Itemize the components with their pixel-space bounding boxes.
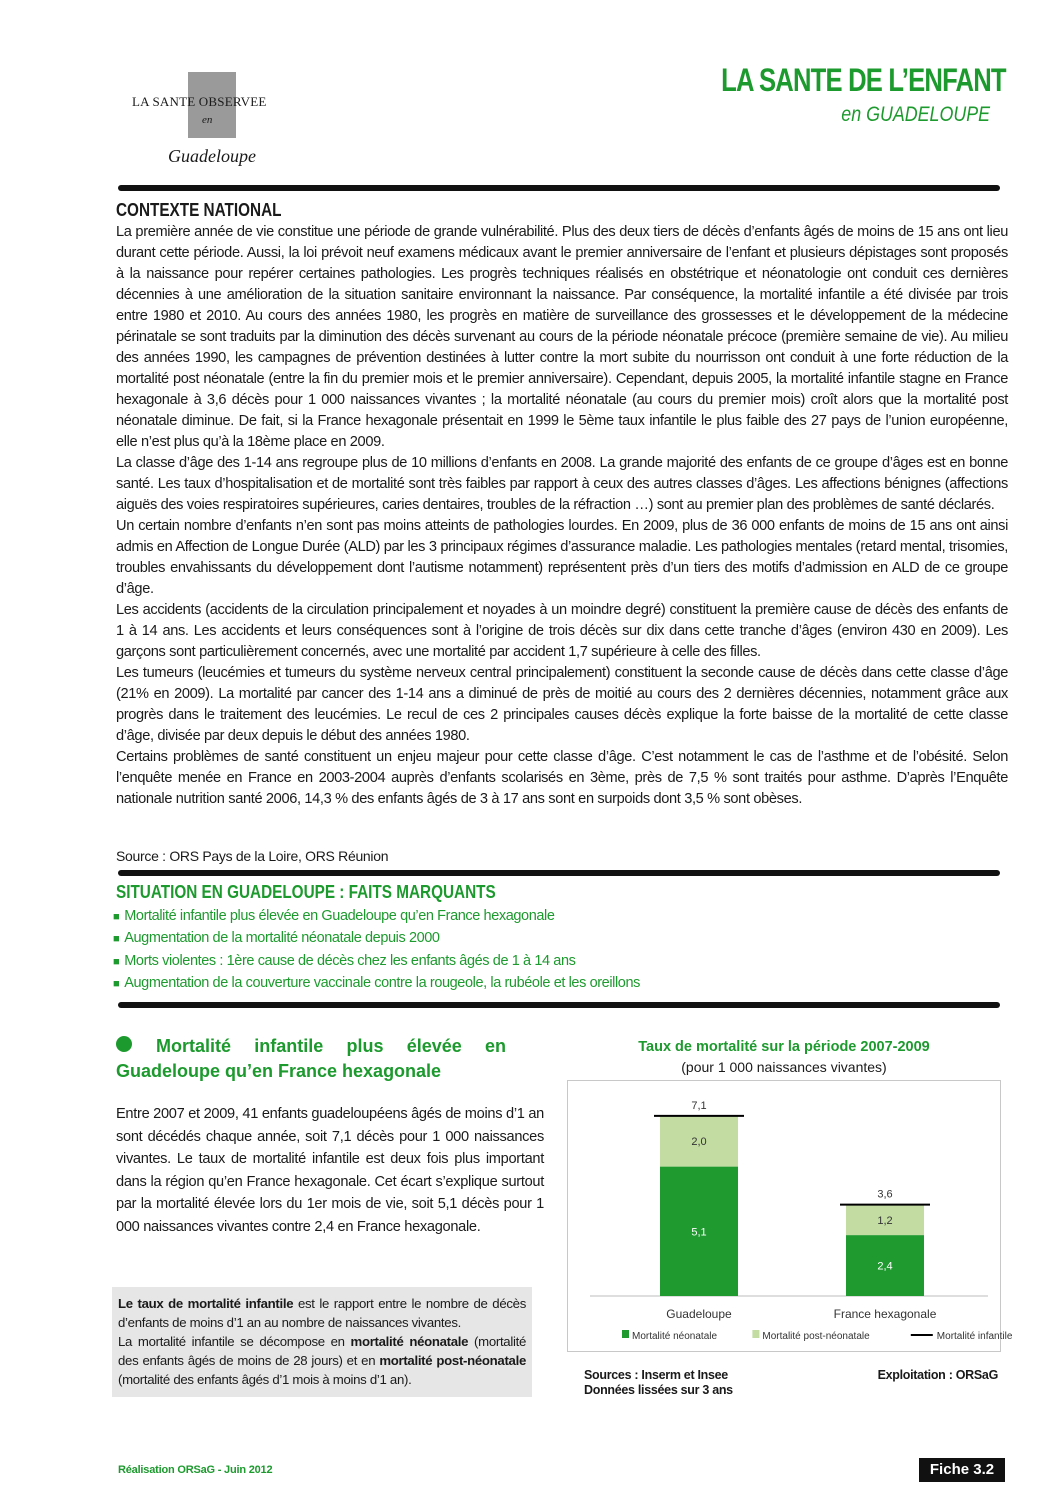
section1-heading xyxy=(116,1034,506,1084)
chart-sources xyxy=(584,1368,733,1398)
legend-label: Mortalité infantile xyxy=(936,1331,1013,1342)
logo-top-text: LA SANTE OBSERVEE xyxy=(132,94,267,109)
section1-heading-line1 xyxy=(116,1034,506,1059)
footer-credit: Réalisation ORSaG - Juin 2012 xyxy=(118,1464,273,1476)
total-value-label: 7,1 xyxy=(691,1099,707,1112)
definition-line1: Le taux de mortalité infantile est le rapport entre le nombre de décès d’enfants de moins d’1 an au nombre de naissances vivantes. xyxy=(118,1296,526,1330)
context-paragraph: Certains problèmes de santé constituent un enjeu majeur pour cette classe d’âge. C’est notamment le cas de l’asthme et de l’obésité. Selon l’enquête menée en France en 2003-2004 auprès d’enfants scolarisés en 3ème, près de 7,5 % sont traités pour asthme. D’après l’Enquête nationale nutrition santé 2006, 14,3 % des enfants âgés de 3 à 17 ans sont en surpoids dont 3,5 % sont obèses. xyxy=(116,749,1008,807)
section1-heading-word: en xyxy=(484,1036,506,1056)
divider-situation xyxy=(118,870,1000,876)
bar-value-label: 5,1 xyxy=(691,1226,707,1239)
section1-heading-word: plus xyxy=(346,1036,384,1056)
logo xyxy=(120,72,290,172)
context-paragraph: La classe d’âge des 1-14 ans regroupe plus de 10 millions d’enfants en 2008. La grande majorité des enfants de ce groupe d’âges est en bonne santé. Les taux d’hospitalisation et de mortalité sont très faibles par rapport à ceux des autres classes d’âges. Les affections bénignes (affections aiguës des voies respiratoires supérieures, caries dentaires, troubles de la réfraction …) sont au premier plan des problèmes de santé déclarés. xyxy=(116,455,1008,513)
bar-value-label: 2,0 xyxy=(691,1136,707,1149)
situation-bullets xyxy=(113,908,640,997)
situation-bullet xyxy=(113,908,640,930)
definition-box xyxy=(112,1287,532,1397)
document-subtitle: en GUADELOUPE xyxy=(841,103,990,126)
context-paragraph: La première année de vie constitue une période de grande vulnérabilité. Plus des deux tiers de décès d’enfants âgés de moins de 15 ans ont lieu durant cette période. Aussi, la loi prévoit neuf examens médicaux avant le premier anniversaire de l’enfant et plusieurs dépistages sont proposés à la naissance pour repérer certaines pathologies. Les progrès techniques réalisés en obstétrique et néonatologie ont conduit ces dernières décennies à une amélioration de la situation sanitaire environnant la naissance. Par conséquence, la mortalité infantile a été divisée par trois entre 1980 et 2010. Au cours des années 1980, les progrès en matière de surveillance des grossesses et le développement de la médecine périnatale se sont traduits par la diminution des décès survenant au cours de la période néonatale précoce (première semaine de vie). Au milieu des années 1990, les campagnes de prévention destinées à lutter contre la mort subite du nourrisson ont conduit à une forte réduction de la mortalité post néonatale (entre la fin du premier mois et le premier anniversaire). Cependant, depuis 2005, la mortalité infantile stagne en France hexagonale à 3,6 décès pour 1 000 naissances vivantes ; la mortalité néonatale (au cours du premier mois) croît alors que la mortalité post néonatale diminue. De fait, si la France hexagonale présentait en 1999 le 5ème taux infantile le plus faible des 27 pays de l’union européenne, elle n’est plus qu’à la 18ème place en 2009. xyxy=(116,224,1008,450)
divider-section1 xyxy=(118,1002,1000,1008)
situation-bullet xyxy=(113,953,640,975)
definition-term-neonatale: mortalité néonatale xyxy=(350,1334,469,1349)
square-bullet-icon: ■ xyxy=(113,977,120,990)
bar-value-label: 2,4 xyxy=(877,1260,893,1273)
section1-heading-line2: Guadeloupe qu’en France hexagonale xyxy=(116,1061,442,1081)
definition-term-infantile: Le taux de mortalité infantile xyxy=(118,1296,294,1311)
legend-label: Mortalité post-néonatale xyxy=(762,1331,870,1342)
section1-paragraph: Entre 2007 et 2009, 41 enfants guadeloupéens âgés de moins d’1 an sont décédés chaque année, soit 7,1 décès pour 1 000 naissances vivantes. Le taux de mortalité infantile est deux fois plus important dans la région qu’en France hexagonale. Cet écart s’explique surtout par la mortalité élevée lors du 1er mois de vie, soit 5,1 décès pour 1 000 naissances vivantes contre 2,4 en France hexagonale. xyxy=(116,1106,544,1235)
context-paragraph: Les tumeurs (leucémies et tumeurs du système nerveux central principalement) constituent la seconde cause de décès dans cette classe d’âge (21% en 2009). La mortalité par cancer des 1-14 ans a diminué de près de moitié au cours des 2 dernières décennies, notamment grâce aux progrès dans le traitement des leucémies. Le recul de ces 2 principales causes décès explique la forte baisse de la mortalité de cette classe d’âge, divisée par deux depuis le début des années 1980. xyxy=(116,665,1008,744)
bullet-dot-icon xyxy=(116,1036,132,1052)
chart-source-line2: Données lissées sur 3 ans xyxy=(584,1383,733,1397)
situation-bullet xyxy=(113,975,640,997)
logo-bottom-text: Guadeloupe xyxy=(168,146,256,166)
total-value-label: 3,6 xyxy=(877,1188,893,1201)
section1-heading-word: Mortalité xyxy=(156,1036,232,1056)
legend-swatch xyxy=(752,1330,759,1338)
section1-heading-word: élevée xyxy=(406,1036,462,1056)
legend-swatch xyxy=(622,1330,629,1338)
chart-source-line1: Sources : Inserm et Insee xyxy=(584,1368,728,1382)
square-bullet-icon: ■ xyxy=(113,911,120,923)
chart-frame xyxy=(567,1080,1013,1352)
document-title: LA SANTE DE L’ENFANT xyxy=(721,62,1006,98)
category-label: Guadeloupe xyxy=(666,1307,732,1321)
definition-line2: La mortalité infantile se décompose en mortalité néonatale (mortalité des enfants âgés de moins de 28 jours) et en mortalité post-néonatale (mortalité des enfants âgés d’1 mois à moins d’1 an). xyxy=(118,1334,527,1387)
situation-bullet-text: Mortalité infantile plus élevée en Guadeloupe qu’en France hexagonale xyxy=(124,908,555,924)
category-label: France hexagonale xyxy=(833,1307,937,1321)
chart-subtitle: (pour 1 000 naissances vivantes) xyxy=(681,1059,887,1075)
situation-bullet-text: Augmentation de la couverture vaccinale contre la rougeole, la rubéole et les oreillons xyxy=(124,974,640,991)
fiche-badge: Fiche 3.2 xyxy=(919,1458,1005,1482)
stacked-bar-chart xyxy=(568,1081,1013,1351)
logo-en-text: en xyxy=(202,114,213,126)
chart-title: Taux de mortalité sur la période 2007-2009 xyxy=(638,1039,930,1055)
bar-value-label: 1,2 xyxy=(877,1214,893,1227)
square-bullet-icon: ■ xyxy=(113,955,120,968)
situation-title: SITUATION EN GUADELOUPE : FAITS MARQUANTS xyxy=(116,882,496,902)
situation-bullet-text: Augmentation de la mortalité néonatale depuis 2000 xyxy=(124,930,440,947)
definition-term-postneonatale: mortalité post-néonatale xyxy=(379,1353,526,1368)
context-paragraph: Un certain nombre d’enfants n’en sont pas moins atteints de pathologies lourdes. En 2009, plus de 36 000 enfants de moins de 15 ans ont ainsi admis en Affection de Longue Durée (ALD) par les 3 principaux régimes d’assurance maladie. Les pathologies mentales (retard mental, trisomies, troubles envahissants du développement dont l’autisme notamment) représentent près d’un tiers des motifs d’admission en ALD de ce groupe d’âge. xyxy=(116,518,1008,597)
context-body xyxy=(116,222,1008,810)
context-title: CONTEXTE NATIONAL xyxy=(116,200,282,220)
legend-label: Mortalité néonatale xyxy=(632,1331,718,1342)
situation-bullet-text: Morts violentes : 1ère cause de décès chez les enfants âgés de 1 à 14 ans xyxy=(124,952,576,969)
context-paragraph: Les accidents (accidents de la circulation principalement et noyades à un moindre degré) constituent la première cause de décès des enfants de 1 à 14 ans. Les accidents et leurs conséquences sont à l’origine de trois décès sur dix dans cette tranche d’âges (environ 430 en 2009). Les garçons sont particulièrement concernés, avec une mortalité par accident 1,7 supérieure à celle des filles. xyxy=(116,602,1008,660)
chart-exploitation: Exploitation : ORSaG xyxy=(877,1368,998,1382)
divider-top xyxy=(118,185,1000,191)
section1-heading-word: infantile xyxy=(254,1036,324,1056)
square-bullet-icon: ■ xyxy=(113,933,120,946)
context-source: Source : ORS Pays de la Loire, ORS Réunion xyxy=(116,848,389,864)
situation-bullet xyxy=(113,930,640,952)
